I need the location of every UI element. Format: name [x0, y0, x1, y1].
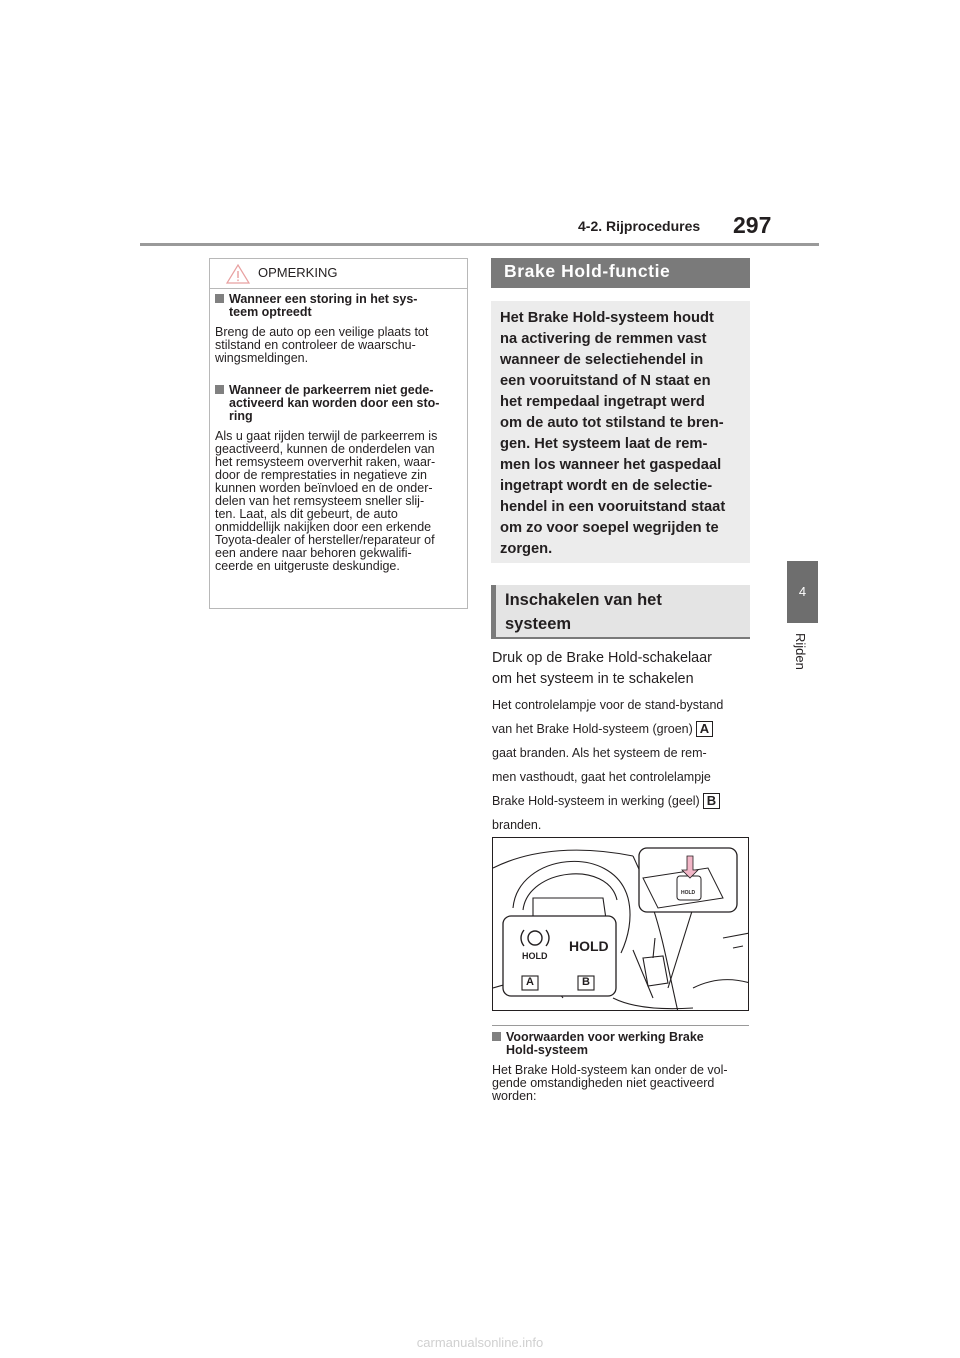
notice-item-body: Breng de auto op een veilige plaats tot stilstand en controleer de waarschu- wingsmeldingen.: [215, 325, 429, 365]
watermark: carmanualsonline.info: [416, 1335, 544, 1350]
dashboard-illustration: [492, 837, 749, 1011]
bullet-square-icon: [215, 385, 224, 394]
instruction-text: Druk op de Brake Hold-schakelaar om het systeem in te schakelen: [492, 650, 712, 687]
notice-title: OPMERKING: [258, 265, 338, 280]
notice-item: [215, 293, 461, 365]
section-heading-enable: Inschakelen van het systeem: [491, 585, 750, 639]
intro-text: Het Brake Hold-systeem houdt na activering de remmen vast wanneer de selectiehendel in een vooruitstand of N staat en het rempedaal ingetrapt werd om de auto tot stilstand te bren- gen. Het systeem laat de rem- men los wanneer het gaspedaal ingetrapt wordt en de selectie- hendel in een vooruitstand staat om zo voor soepel wegrijden te zorgen.: [500, 310, 726, 557]
conditions-rule: [492, 1025, 749, 1026]
label-a: A: [696, 721, 713, 737]
notice-box: [209, 258, 468, 609]
illus-label-b: B: [582, 976, 590, 988]
page-number: 297: [733, 212, 772, 238]
notice-item-heading: Wanneer de parkeerrem niet gede- activeerd kan worden door een sto- ring: [215, 384, 461, 423]
hold-text: HOLD: [569, 938, 609, 954]
notice-item-heading: Wanneer een storing in het sys- teem optreedt: [215, 293, 461, 319]
notice-header: [210, 259, 467, 289]
section-path: 4-2. Rijprocedures: [578, 218, 701, 234]
label-b: B: [703, 793, 720, 809]
detail-text: Het controlelampje voor de stand-bystand van het Brake Hold-systeem (groen) A gaat branden. Als het systeem de rem- men vasthoudt, gaat het controlelampje Brake Hold-systeem in werking (geel) B branden.: [492, 698, 724, 832]
conditions-heading: Voorwaarden voor werking Brake Hold-systeem: [492, 1031, 750, 1057]
illus-label-a: A: [526, 976, 534, 988]
warning-triangle-icon: [226, 264, 250, 284]
notice-item-body: Als u gaat rijden terwijl de parkeerrem is geactiveerd, kunnen de onderdelen van het remsysteem oververhit raken, waar- door de remprestaties in negatieve zin kunnen worden beïnvloed en de onder- delen van het remsysteem sneller slij- ten. Laat, als dit gebeurt, de auto onmiddellijk nakijken door een erkende Toyota-dealer of hersteller/reparateur of een andere naar behoren gekwalifi- ceerde en uitgeruste deskundige.: [215, 429, 438, 573]
switch-text: HOLD: [681, 890, 696, 896]
conditions-body: Het Brake Hold-systeem kan onder de vol- gende omstandigheden niet geactiveerd worden:: [492, 1063, 728, 1103]
chapter-label: Rijden: [793, 633, 808, 670]
notice-item: [215, 384, 461, 573]
conditions: [492, 1031, 750, 1103]
chapter-tab[interactable]: 4: [787, 561, 818, 623]
bullet-square-icon: [215, 294, 224, 303]
header-rule: [140, 243, 819, 246]
bullet-square-icon: [492, 1032, 501, 1041]
section-heading-brake-hold: Brake Hold-functie: [491, 258, 750, 288]
hold-icon-text: HOLD: [522, 951, 548, 961]
intro-box: [491, 301, 750, 563]
